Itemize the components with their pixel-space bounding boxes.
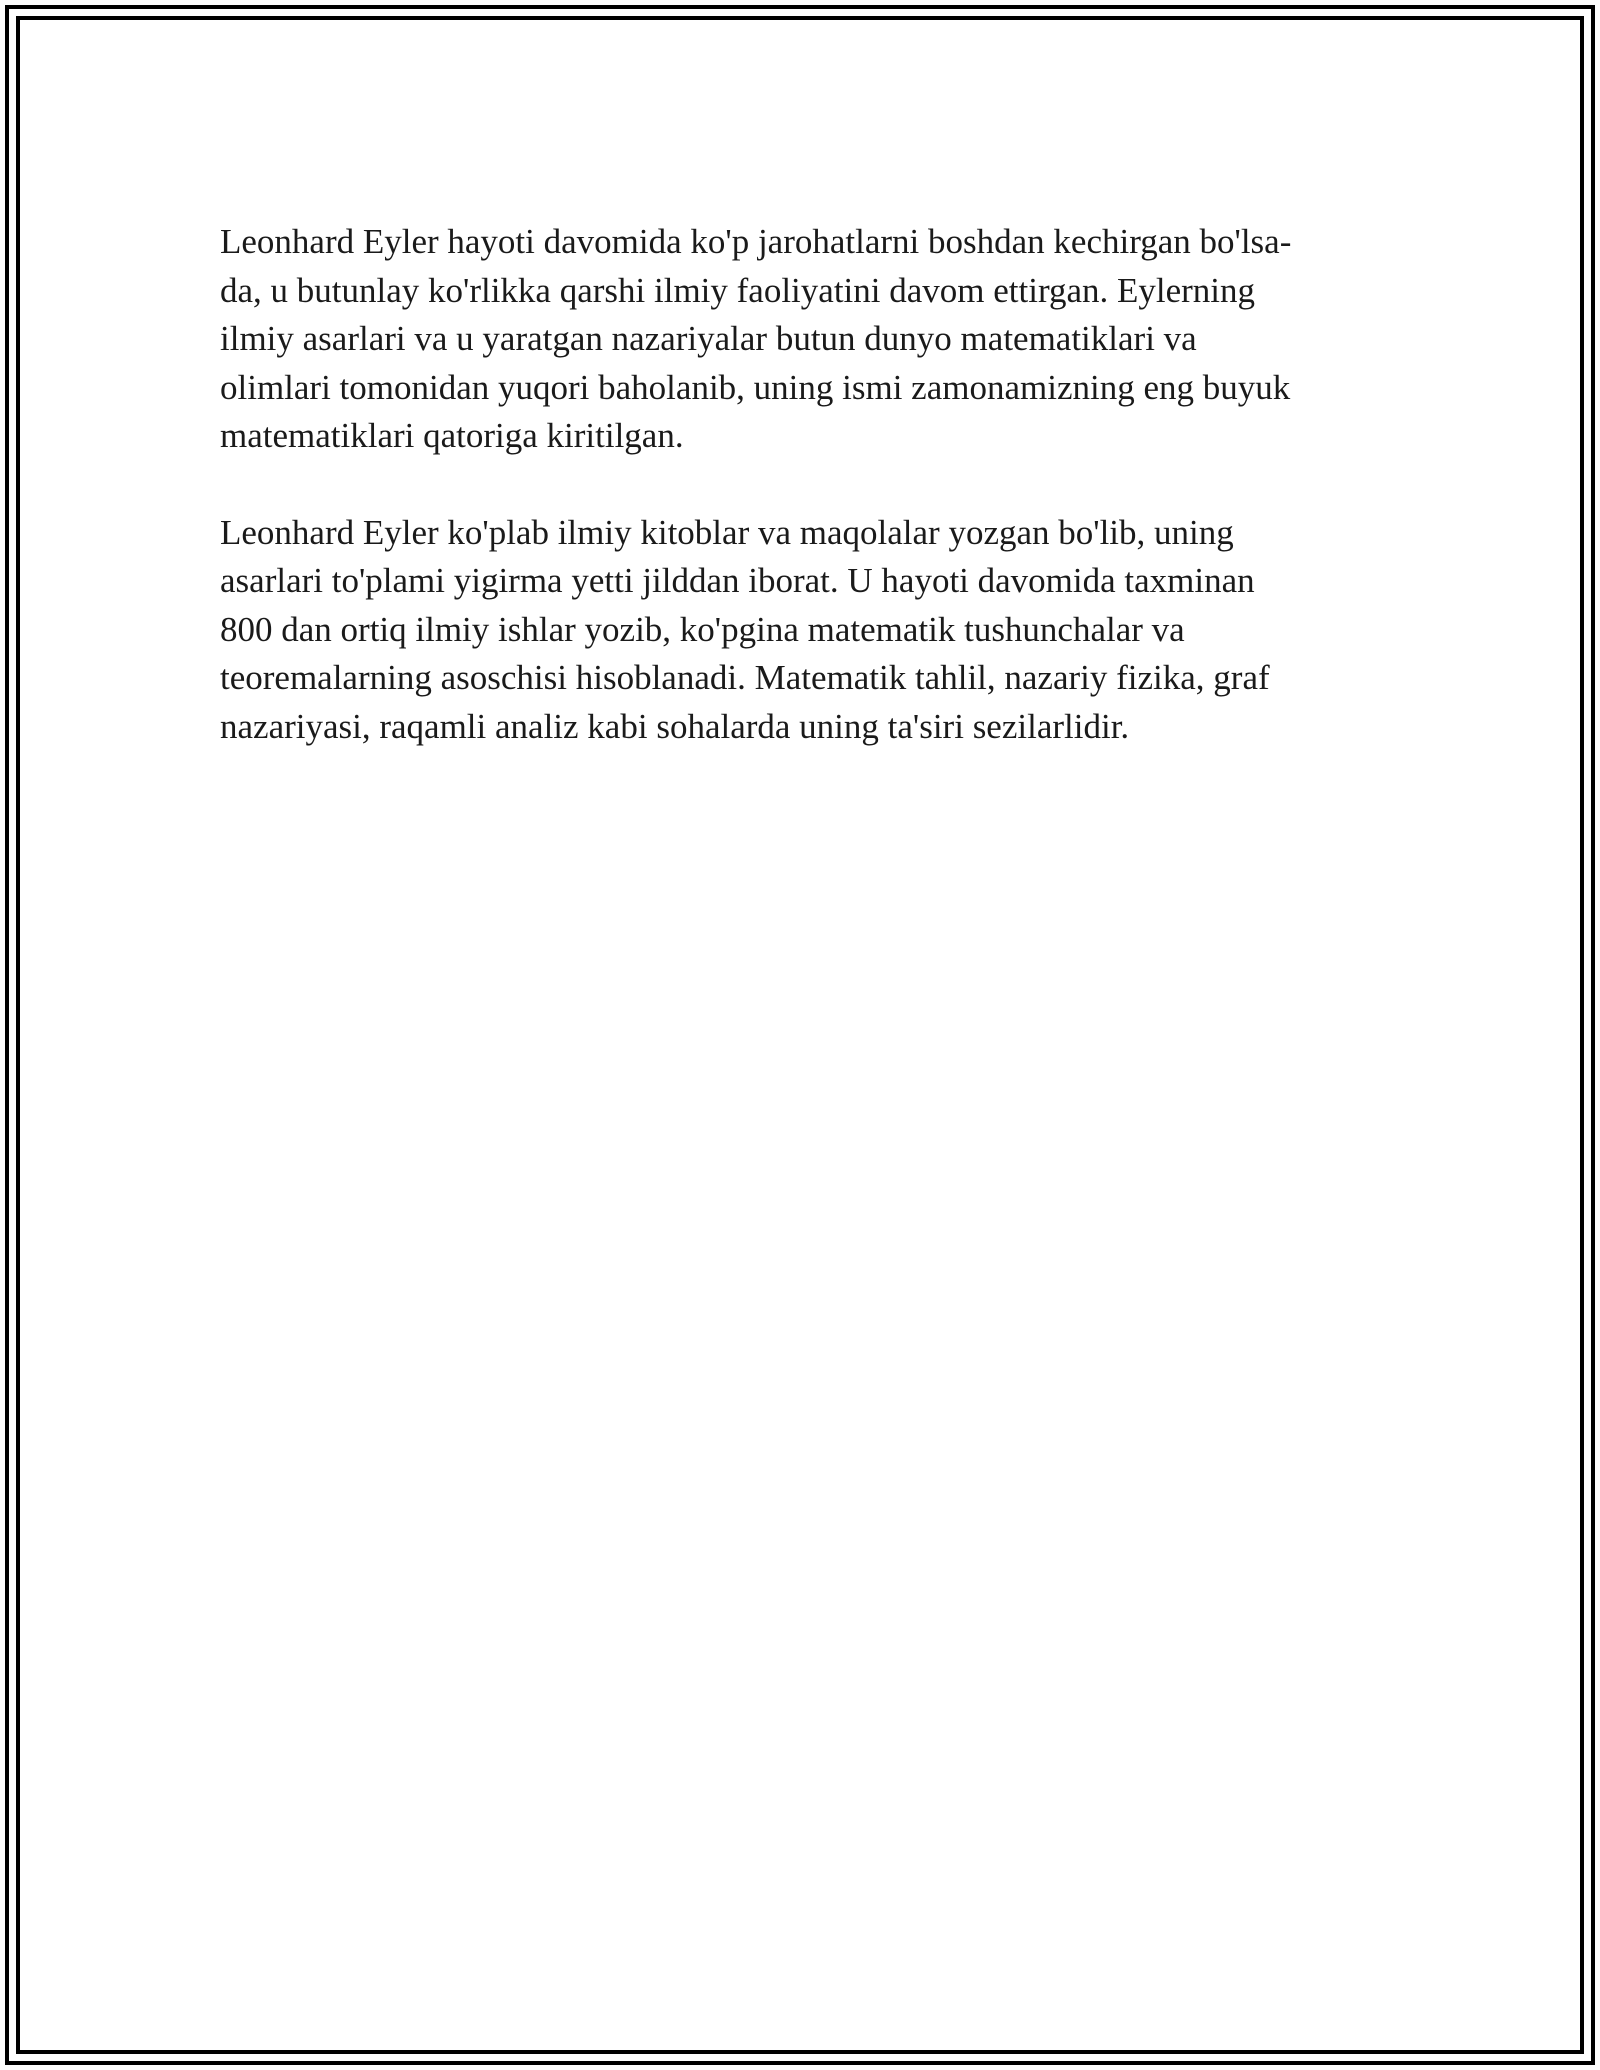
paragraph-2-line-3: 800 dan ortiq ilmiy ishlar yozib, ko'pgina matematik tushunchalar va [220,609,1185,649]
paragraph-2-line-5: nazariyasi, raqamli analiz kabi sohalarda uning ta'siri sezilarlidir. [220,706,1130,746]
paragraph-2-line-2: asarlari to'plami yigirma yetti jilddan iborat. U hayoti davomida taxminan [220,561,1255,600]
paragraph-1 [220,218,1370,461]
paragraph-1-line-2: da, u butunlay ko'rlikka qarshi ilmiy faoliyatini davom ettirgan. Eylerning [220,270,1256,310]
paragraph-1-line-4: olimlari tomonidan yuqori baholanib, uning ismi zamonamizning eng buyuk [220,367,1291,407]
paragraph-1-line-5: matematiklari qatoriga kiritilgan. [220,416,684,455]
document-body [220,218,1370,799]
paragraph-1-line-1: Leonhard Eyler hayoti davomida ko'p jarohatlarni boshdan kechirgan bo'lsa- [220,222,1292,261]
paragraph-1-line-3: ilmiy asarlari va u yaratgan nazariyalar butun dunyo matematiklari va [220,319,1197,358]
paragraph-2 [220,509,1370,752]
paragraph-2-line-1: Leonhard Eyler ko'plab ilmiy kitoblar va maqolalar yozgan bo'lib, uning [220,512,1234,552]
paragraph-2-line-4: teoremalarning asoschisi hisoblanadi. Matematik tahlil, nazariy fizika, graf [220,658,1270,697]
